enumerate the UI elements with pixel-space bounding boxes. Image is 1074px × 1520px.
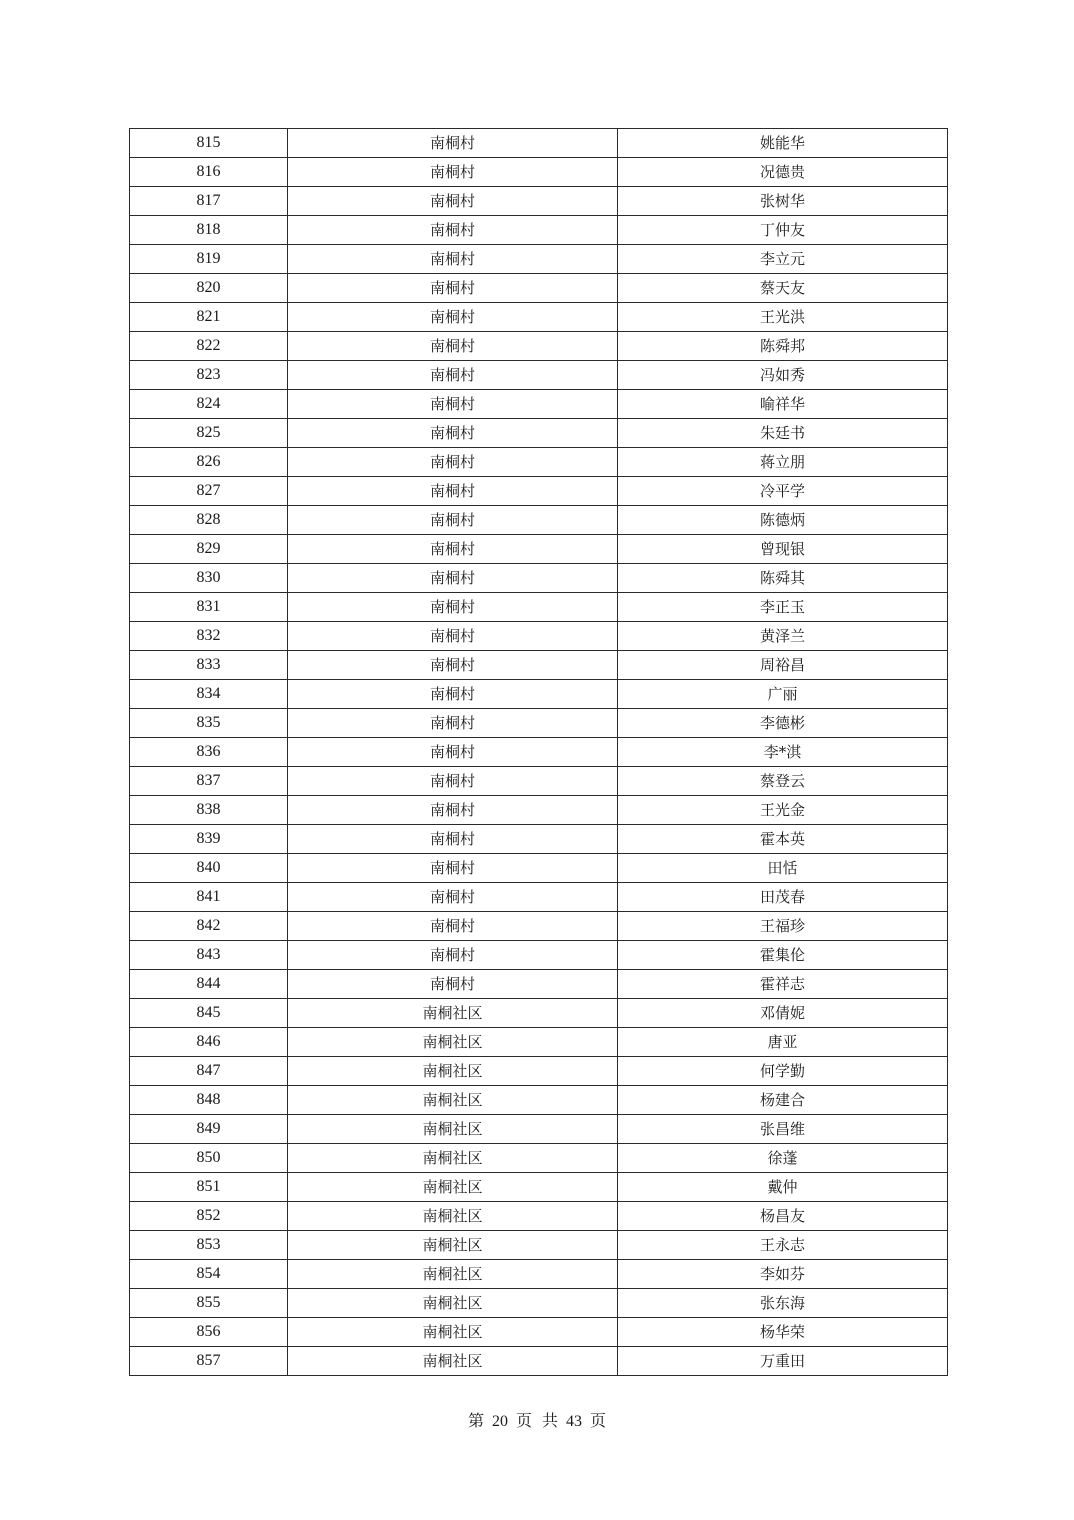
- table-row: [130, 709, 948, 738]
- table-row: [130, 651, 948, 680]
- table-row: [130, 1231, 948, 1260]
- village-cell: 南桐村: [288, 767, 618, 796]
- table-row: [130, 477, 948, 506]
- village-cell: 南桐村: [288, 883, 618, 912]
- table-row: [130, 419, 948, 448]
- village-cell: 南桐社区: [288, 1144, 618, 1173]
- person-name-cell: 田茂春: [618, 883, 948, 912]
- person-name-cell: 王福珍: [618, 912, 948, 941]
- row-number-cell: 839: [130, 825, 288, 854]
- table-row: [130, 129, 948, 158]
- table-row: [130, 593, 948, 622]
- row-number-cell: 854: [130, 1260, 288, 1289]
- village-cell: 南桐村: [288, 941, 618, 970]
- row-number-cell: 819: [130, 245, 288, 274]
- table-row: [130, 535, 948, 564]
- person-name-cell: 周裕昌: [618, 651, 948, 680]
- person-name-cell: 朱廷书: [618, 419, 948, 448]
- person-name-cell: 陈舜邦: [618, 332, 948, 361]
- person-name-cell: 戴仲: [618, 1173, 948, 1202]
- table-row: [130, 216, 948, 245]
- row-number-cell: 835: [130, 709, 288, 738]
- person-name-cell: 冷平学: [618, 477, 948, 506]
- person-name-cell: 王光洪: [618, 303, 948, 332]
- village-cell: 南桐社区: [288, 1260, 618, 1289]
- person-name-cell: 李立元: [618, 245, 948, 274]
- table-row: [130, 564, 948, 593]
- row-number-cell: 853: [130, 1231, 288, 1260]
- table-row: [130, 1347, 948, 1376]
- village-cell: 南桐村: [288, 680, 618, 709]
- roster-table: [129, 128, 948, 1376]
- village-cell: 南桐村: [288, 187, 618, 216]
- row-number-cell: 838: [130, 796, 288, 825]
- village-cell: 南桐村: [288, 796, 618, 825]
- row-number-cell: 825: [130, 419, 288, 448]
- footer-page-label: 页: [515, 1411, 532, 1430]
- row-number-cell: 818: [130, 216, 288, 245]
- row-number-cell: 829: [130, 535, 288, 564]
- row-number-cell: 844: [130, 970, 288, 999]
- person-name-cell: 田恬: [618, 854, 948, 883]
- village-cell: 南桐村: [288, 622, 618, 651]
- person-name-cell: 万重田: [618, 1347, 948, 1376]
- table-row: [130, 1115, 948, 1144]
- row-number-cell: 821: [130, 303, 288, 332]
- person-name-cell: 徐蓬: [618, 1144, 948, 1173]
- row-number-cell: 832: [130, 622, 288, 651]
- table-row: [130, 1318, 948, 1347]
- row-number-cell: 857: [130, 1347, 288, 1376]
- table-row: [130, 796, 948, 825]
- table-row: [130, 854, 948, 883]
- village-cell: 南桐村: [288, 129, 618, 158]
- village-cell: 南桐村: [288, 361, 618, 390]
- village-cell: 南桐村: [288, 477, 618, 506]
- table-row: [130, 912, 948, 941]
- village-cell: 南桐村: [288, 738, 618, 767]
- person-name-cell: 李德彬: [618, 709, 948, 738]
- table-row: [130, 883, 948, 912]
- village-cell: 南桐社区: [288, 1231, 618, 1260]
- table-row: [130, 187, 948, 216]
- row-number-cell: 823: [130, 361, 288, 390]
- row-number-cell: 847: [130, 1057, 288, 1086]
- person-name-cell: 姚能华: [618, 129, 948, 158]
- footer-prefix: 第: [467, 1411, 484, 1430]
- village-cell: 南桐社区: [288, 1202, 618, 1231]
- table-row: [130, 361, 948, 390]
- total-pages-number: 43: [566, 1413, 583, 1430]
- table-row: [130, 1173, 948, 1202]
- village-cell: 南桐村: [288, 332, 618, 361]
- person-name-cell: 霍祥志: [618, 970, 948, 999]
- row-number-cell: 826: [130, 448, 288, 477]
- village-cell: 南桐社区: [288, 1028, 618, 1057]
- village-cell: 南桐社区: [288, 1173, 618, 1202]
- table-row: [130, 941, 948, 970]
- village-cell: 南桐村: [288, 912, 618, 941]
- person-name-cell: 冯如秀: [618, 361, 948, 390]
- person-name-cell: 蔡登云: [618, 767, 948, 796]
- row-number-cell: 837: [130, 767, 288, 796]
- person-name-cell: 张昌维: [618, 1115, 948, 1144]
- row-number-cell: 816: [130, 158, 288, 187]
- village-cell: 南桐社区: [288, 1347, 618, 1376]
- person-name-cell: 邓倩妮: [618, 999, 948, 1028]
- table-row: [130, 970, 948, 999]
- person-name-cell: 丁仲友: [618, 216, 948, 245]
- table-row: [130, 738, 948, 767]
- person-name-cell: 张东海: [618, 1289, 948, 1318]
- row-number-cell: 824: [130, 390, 288, 419]
- person-name-cell: 何学勤: [618, 1057, 948, 1086]
- person-name-cell: 杨昌友: [618, 1202, 948, 1231]
- table-row: [130, 680, 948, 709]
- row-number-cell: 842: [130, 912, 288, 941]
- row-number-cell: 828: [130, 506, 288, 535]
- person-name-cell: 广丽: [618, 680, 948, 709]
- person-name-cell: 霍本英: [618, 825, 948, 854]
- person-name-cell: 王光金: [618, 796, 948, 825]
- village-cell: 南桐村: [288, 216, 618, 245]
- person-name-cell: 唐亚: [618, 1028, 948, 1057]
- row-number-cell: 850: [130, 1144, 288, 1173]
- person-name-cell: 李正玉: [618, 593, 948, 622]
- person-name-cell: 蒋立朋: [618, 448, 948, 477]
- person-name-cell: 杨建合: [618, 1086, 948, 1115]
- table-row: [130, 767, 948, 796]
- village-cell: 南桐社区: [288, 1318, 618, 1347]
- table-row: [130, 1202, 948, 1231]
- village-cell: 南桐村: [288, 274, 618, 303]
- row-number-cell: 830: [130, 564, 288, 593]
- table-row: [130, 1260, 948, 1289]
- village-cell: 南桐村: [288, 158, 618, 187]
- village-cell: 南桐村: [288, 390, 618, 419]
- current-page-number: 20: [491, 1413, 508, 1430]
- row-number-cell: 856: [130, 1318, 288, 1347]
- row-number-cell: 841: [130, 883, 288, 912]
- row-number-cell: 851: [130, 1173, 288, 1202]
- row-number-cell: 834: [130, 680, 288, 709]
- row-number-cell: 846: [130, 1028, 288, 1057]
- person-name-cell: 张树华: [618, 187, 948, 216]
- table-row: [130, 622, 948, 651]
- village-cell: 南桐村: [288, 303, 618, 332]
- person-name-cell: 曾现银: [618, 535, 948, 564]
- village-cell: 南桐社区: [288, 1289, 618, 1318]
- village-cell: 南桐村: [288, 564, 618, 593]
- village-cell: 南桐村: [288, 593, 618, 622]
- row-number-cell: 845: [130, 999, 288, 1028]
- row-number-cell: 827: [130, 477, 288, 506]
- village-cell: 南桐社区: [288, 1115, 618, 1144]
- person-name-cell: 李如芬: [618, 1260, 948, 1289]
- village-cell: 南桐社区: [288, 999, 618, 1028]
- person-name-cell: 王永志: [618, 1231, 948, 1260]
- person-name-cell: 李*淇: [618, 738, 948, 767]
- table-row: [130, 1144, 948, 1173]
- row-number-cell: 852: [130, 1202, 288, 1231]
- village-cell: 南桐村: [288, 651, 618, 680]
- table-row: [130, 1086, 948, 1115]
- village-cell: 南桐村: [288, 825, 618, 854]
- row-number-cell: 817: [130, 187, 288, 216]
- village-cell: 南桐村: [288, 854, 618, 883]
- table-row: [130, 999, 948, 1028]
- person-name-cell: 霍集伦: [618, 941, 948, 970]
- village-cell: 南桐村: [288, 709, 618, 738]
- person-name-cell: 黄泽兰: [618, 622, 948, 651]
- village-cell: 南桐村: [288, 506, 618, 535]
- village-cell: 南桐村: [288, 535, 618, 564]
- table-row: [130, 1028, 948, 1057]
- village-cell: 南桐村: [288, 970, 618, 999]
- person-name-cell: 喻祥华: [618, 390, 948, 419]
- table-row: [130, 1057, 948, 1086]
- village-cell: 南桐社区: [288, 1057, 618, 1086]
- row-number-cell: 849: [130, 1115, 288, 1144]
- footer-total-prefix: 共: [542, 1411, 559, 1430]
- table-row: [130, 245, 948, 274]
- row-number-cell: 815: [130, 129, 288, 158]
- village-cell: 南桐村: [288, 419, 618, 448]
- person-name-cell: 陈德炳: [618, 506, 948, 535]
- footer-total-suffix: 页: [590, 1411, 607, 1430]
- table-row: [130, 825, 948, 854]
- village-cell: 南桐村: [288, 245, 618, 274]
- row-number-cell: 820: [130, 274, 288, 303]
- table-row: [130, 506, 948, 535]
- person-name-cell: 陈舜其: [618, 564, 948, 593]
- table-row: [130, 158, 948, 187]
- village-cell: 南桐社区: [288, 1086, 618, 1115]
- table-row: [130, 303, 948, 332]
- roster-table-body: [130, 129, 948, 1376]
- table-row: [130, 332, 948, 361]
- village-cell: 南桐村: [288, 448, 618, 477]
- row-number-cell: 833: [130, 651, 288, 680]
- table-row: [130, 390, 948, 419]
- row-number-cell: 848: [130, 1086, 288, 1115]
- table-row: [130, 448, 948, 477]
- row-number-cell: 843: [130, 941, 288, 970]
- table-row: [130, 274, 948, 303]
- row-number-cell: 831: [130, 593, 288, 622]
- person-name-cell: 况德贵: [618, 158, 948, 187]
- table-row: [130, 1289, 948, 1318]
- row-number-cell: 836: [130, 738, 288, 767]
- page-footer: [0, 1410, 1074, 1433]
- person-name-cell: 杨华荣: [618, 1318, 948, 1347]
- row-number-cell: 822: [130, 332, 288, 361]
- row-number-cell: 840: [130, 854, 288, 883]
- person-name-cell: 蔡天友: [618, 274, 948, 303]
- row-number-cell: 855: [130, 1289, 288, 1318]
